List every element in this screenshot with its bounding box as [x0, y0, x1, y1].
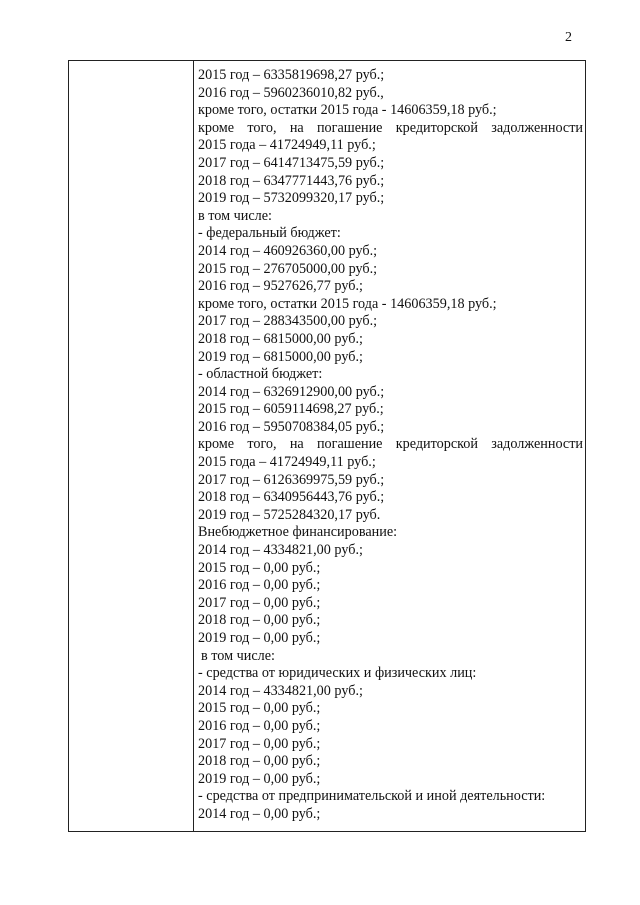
text-line: 2018 год – 6347771443,76 руб.;: [198, 172, 385, 189]
text-line: 2014 год – 4334821,00 руб.;: [198, 542, 363, 559]
table-left-cell: [69, 61, 194, 831]
text-line: 2015 год – 0,00 руб.;: [198, 559, 321, 576]
text-line: 2017 год – 0,00 руб.;: [198, 735, 321, 752]
text-line: в том числе:: [198, 207, 272, 224]
text-line: 2019 год – 5732099320,17 руб.;: [198, 190, 385, 207]
text-line: 2019 год – 6815000,00 руб.;: [198, 348, 363, 365]
text-line: в том числе:: [201, 647, 275, 664]
text-line: 2015 год – 0,00 руб.;: [198, 700, 321, 717]
text-line: - средства от юридических и физических лиц:: [198, 665, 477, 682]
text-line: 2017 год – 0,00 руб.;: [198, 594, 321, 611]
text-line: Внебюджетное финансирование:: [198, 524, 398, 541]
text-line: кроме того, на погашение кредиторской задолженности: [198, 119, 583, 136]
text-line: 2018 год – 6815000,00 руб.;: [198, 330, 363, 347]
text-line: 2016 год – 9527626,77 руб.;: [198, 278, 363, 295]
text-line: 2016 год – 5960236010,82 руб.,: [198, 84, 384, 101]
text-line: 2017 год – 6414713475,59 руб.;: [198, 154, 385, 171]
text-line: 2016 год – 0,00 руб.;: [198, 717, 321, 734]
text-line: 2018 год – 0,00 руб.;: [198, 753, 321, 770]
text-line: 2015 год – 276705000,00 руб.;: [198, 260, 378, 277]
text-line: 2014 год – 0,00 руб.;: [198, 805, 321, 822]
text-line: 2019 год – 0,00 руб.;: [198, 630, 321, 646]
text-line: 2015 года – 41724949,11 руб.;: [198, 454, 376, 471]
text-line: кроме того, остатки 2015 года - 14606359,18 руб.;: [198, 295, 497, 312]
text-line: - средства от предпринимательской и иной деятельности:: [198, 788, 546, 805]
text-line: 2015 года – 41724949,11 руб.;: [198, 137, 376, 154]
text-line: кроме того, на погашение кредиторской задолженности: [198, 436, 583, 453]
funding-table: [68, 60, 586, 832]
text-line: 2017 год – 288343500,00 руб.;: [198, 313, 378, 330]
text-line: 2018 год – 0,00 руб.;: [198, 612, 321, 629]
text-line: 2016 год – 5950708384,05 руб.;: [198, 418, 385, 435]
page-number: 2: [565, 30, 572, 45]
text-line: 2017 год – 6126369975,59 руб.;: [198, 471, 385, 488]
text-line: 2014 год – 4334821,00 руб.;: [198, 682, 363, 699]
text-line: кроме того, остатки 2015 года - 14606359,18 руб.;: [198, 102, 497, 119]
text-line: 2018 год – 6340956443,76 руб.;: [198, 489, 385, 506]
text-line: 2019 год – 0,00 руб.;: [198, 770, 321, 787]
text-line: 2016 год – 0,00 руб.;: [198, 577, 321, 594]
text-line: 2014 год – 460926360,00 руб.;: [198, 242, 378, 259]
table-right-cell: [194, 61, 585, 831]
text-line: - федеральный бюджет:: [198, 225, 341, 242]
text-line: 2019 год – 5725284320,17 руб.: [198, 506, 381, 523]
text-line: - областной бюджет:: [198, 366, 323, 383]
text-line: 2014 год – 6326912900,00 руб.;: [198, 383, 385, 400]
text-line: 2015 год – 6059114698,27 руб.;: [198, 401, 384, 418]
text-line: 2015 год – 6335819698,27 руб.;: [198, 67, 385, 83]
